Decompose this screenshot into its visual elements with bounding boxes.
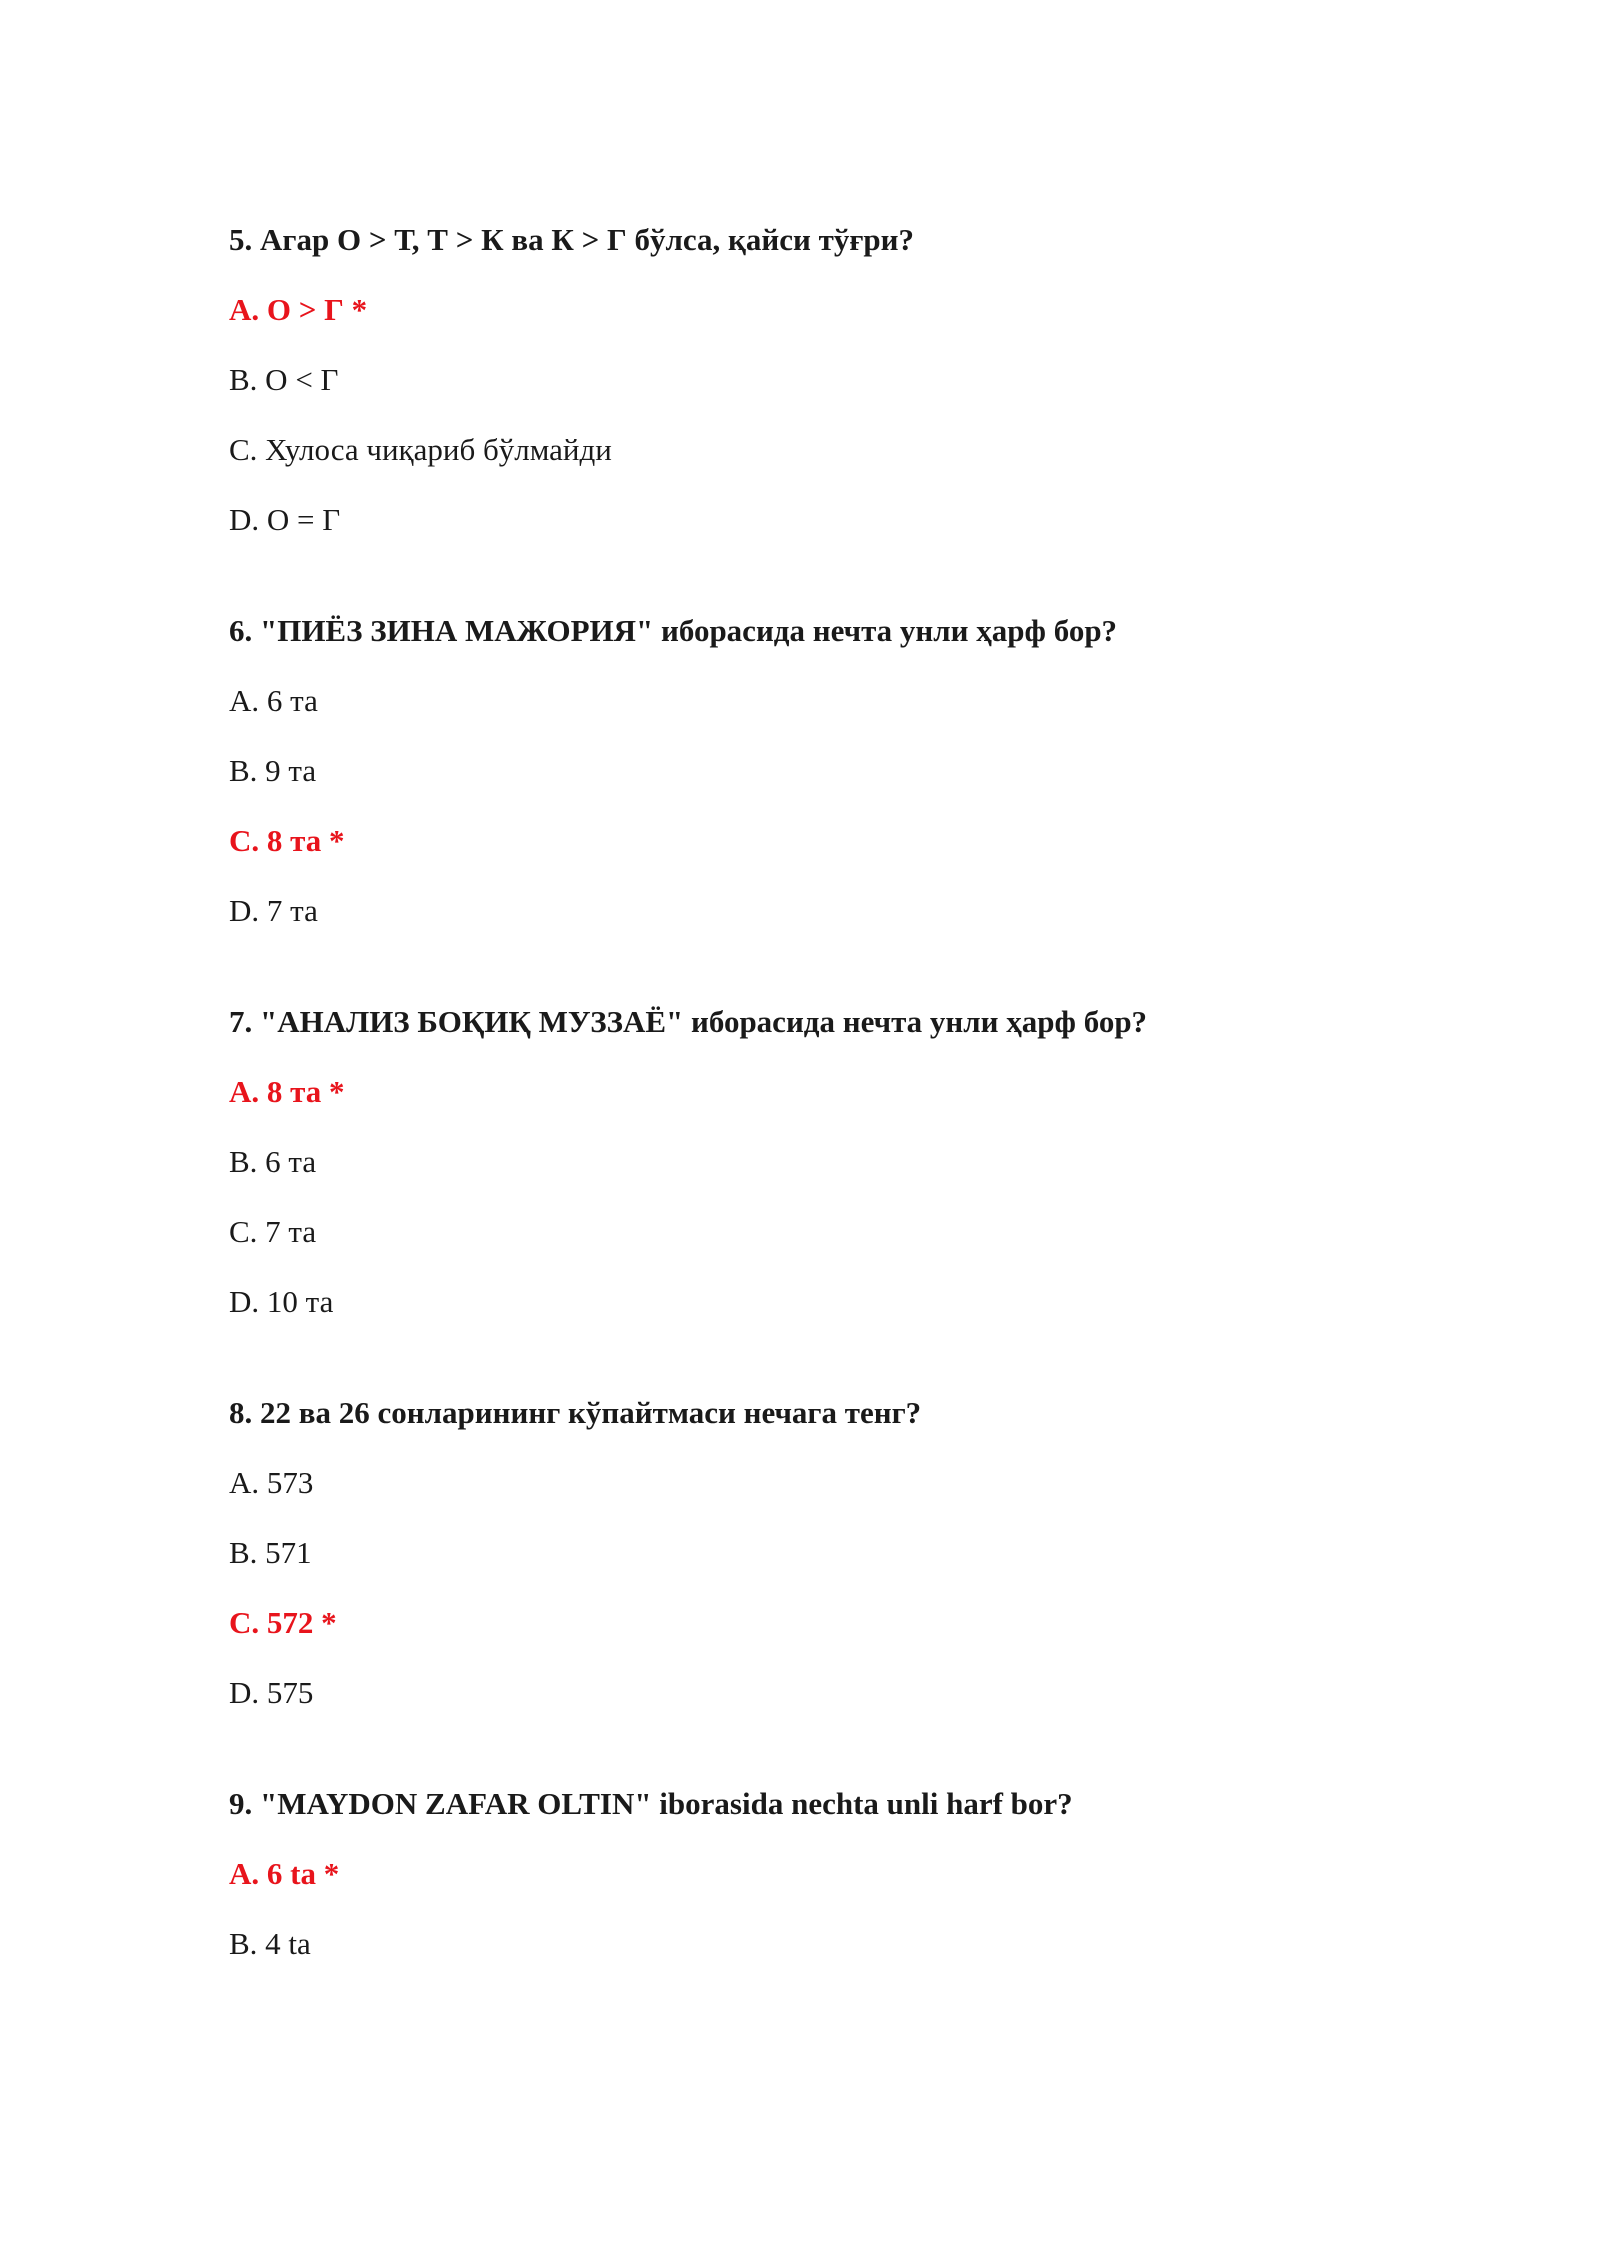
answer-option: C. Хулоса чиқариб бўлмайди [229,432,612,467]
answer-option: B. О < Г [229,362,339,397]
answer-option-correct: A. 6 ta * [229,1856,340,1891]
question-text: 9. "MAYDON ZAFAR OLTIN" iborasida nechta unli harf bor? [229,1786,1073,1821]
answer-option-correct: A. О > Г * [229,292,368,327]
question-block [229,1002,1479,1322]
answer-option: D. О = Г [229,502,341,537]
document-body [229,220,1479,2035]
answer-option: D. 7 та [229,893,318,928]
question-text: 8. 22 ва 26 сонларининг кўпайтмаси нечага тенг? [229,1395,922,1430]
question-block [229,1784,1479,1964]
answer-option: B. 571 [229,1535,312,1570]
question-block [229,611,1479,931]
answer-option-correct: C. 8 та * [229,823,345,858]
answer-option: A. 6 та [229,683,318,718]
answer-option-correct: A. 8 та * [229,1074,345,1109]
answer-option: A. 573 [229,1465,314,1500]
answer-option-correct: C. 572 * [229,1605,337,1640]
question-text: 6. "ПИЁЗ ЗИНА МАЖОРИЯ" иборасида нечта унли ҳарф бор? [229,613,1118,648]
answer-option: D. 575 [229,1675,314,1710]
question-text: 7. "АНАЛИЗ БОҚИҚ МУЗЗАЁ" иборасида нечта унли ҳарф бор? [229,1004,1148,1039]
answer-option: C. 7 та [229,1214,317,1249]
question-block [229,220,1479,540]
question-text: 5. Агар О > Т, Т > К ва К > Г бўлса, қайси тўғри? [229,222,915,257]
question-block [229,1393,1479,1713]
answer-option: B. 6 та [229,1144,317,1179]
answer-option: B. 4 ta [229,1926,311,1961]
answer-option: B. 9 та [229,753,317,788]
answer-option: D. 10 та [229,1284,334,1319]
